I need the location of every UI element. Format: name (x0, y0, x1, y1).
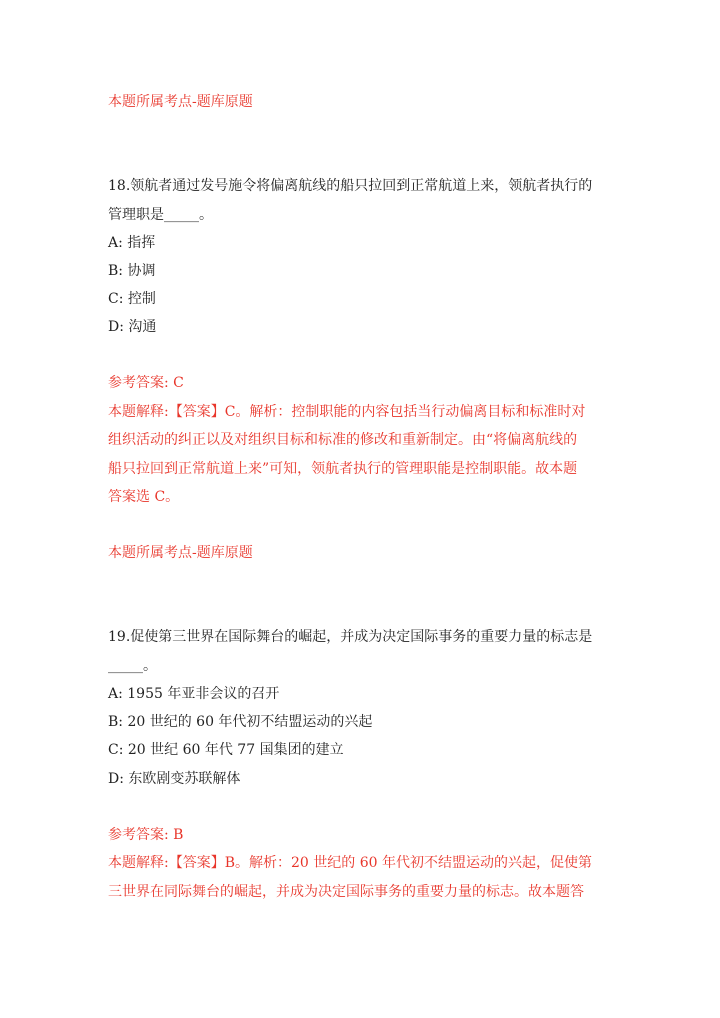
question-18-stem-line-2: 管理职是_____。 (108, 207, 213, 223)
question-19-option-a: A: 1955 年亚非会议的召开 (108, 686, 280, 702)
question-18-explanation-line-3: 船只拉回到正常航道上来”可知，领航者执行的管理职能是控制职能。故本题 (108, 461, 578, 477)
question-19-stem-line-1: 19.促使第三世界在国际舞台的崛起，并成为决定国际事务的重要力量的标志是 (108, 629, 593, 645)
question-18-explanation-line-4: 答案选 C。 (108, 489, 180, 505)
question-18-option-b: B: 协调 (108, 263, 156, 279)
question-19-option-b: B: 20 世纪的 60 年代初不结盟运动的兴起 (108, 714, 373, 730)
section-tag: 本题所属考点-题库原题 (108, 94, 253, 110)
question-18-stem-line-1: 18.领航者通过发号施令将偏离航线的船只拉回到正常航道上来，领航者执行的 (108, 178, 593, 194)
question-19-stem-line-2: _____。 (108, 658, 157, 674)
question-19-answer: 参考答案: B (108, 827, 184, 843)
section-tag: 本题所属考点-题库原题 (108, 545, 253, 561)
question-18-option-c: C: 控制 (108, 291, 156, 307)
question-18-option-a: A: 指挥 (108, 235, 156, 251)
question-18-answer: 参考答案: C (108, 375, 184, 391)
question-18-explanation-line-2: 组织活动的纠正以及对组织目标和标准的修改和重新制定。由“将偏离航线的 (108, 432, 578, 448)
question-19-explanation-line-1: 本题解释:【答案】B。解析：20 世纪的 60 年代初不结盟运动的兴起，促使第 (108, 855, 592, 871)
question-19-option-c: C: 20 世纪 60 年代 77 国集团的建立 (108, 742, 344, 758)
question-19-option-d: D: 东欧剧变苏联解体 (108, 771, 241, 787)
question-19-explanation-line-2: 三世界在同际舞台的崛起，并成为决定国际事务的重要力量的标志。故本题答 (108, 884, 584, 900)
question-18-option-d: D: 沟通 (108, 319, 157, 335)
question-18-explanation-line-1: 本题解释:【答案】C。解析：控制职能的内容包括当行动偏离目标和标准时对 (108, 404, 586, 420)
